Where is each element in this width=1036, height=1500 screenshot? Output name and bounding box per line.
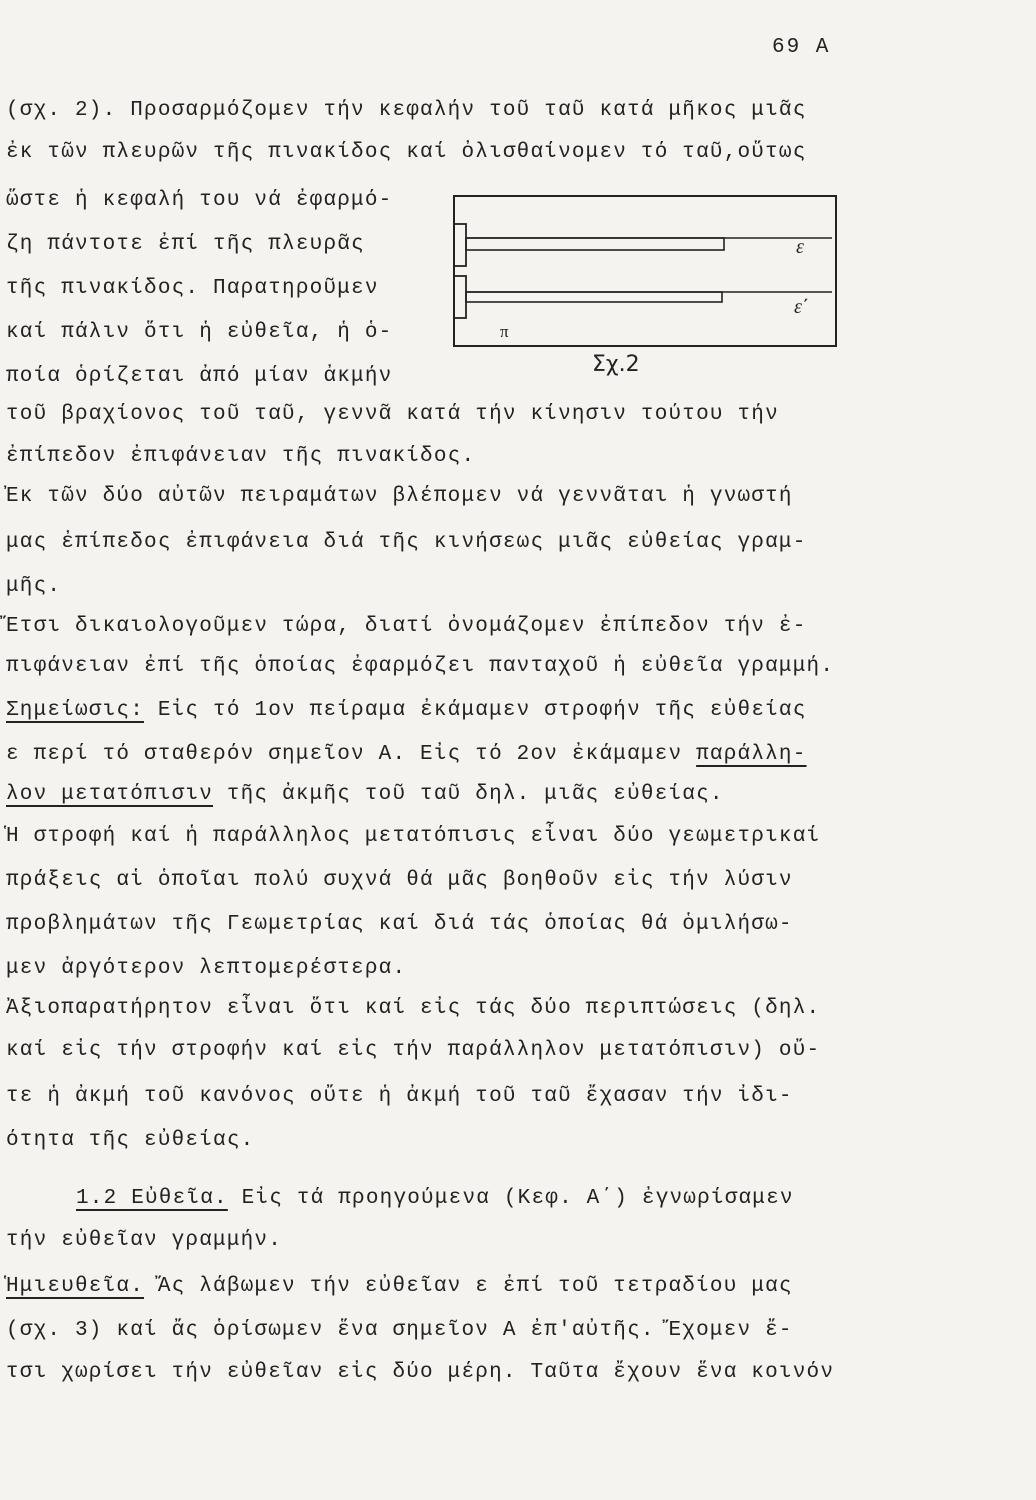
note-text: ε περί τό σταθερόν σημεῖον Α. Εἰς τό 2ον ἐκάμαμεν: [6, 743, 697, 766]
text-line: ζη πάντοτε ἐπί τῆς πλευρᾶς: [6, 233, 365, 256]
text-line: ἐκ τῶν πλευρῶν τῆς πινακίδος καί ὀλισθαίνομεν τό ταῦ,οὕτως: [6, 141, 807, 164]
note-label: Σημείωσις:: [6, 699, 145, 722]
text-line: καί πάλιν ὅτι ἡ εὐθεῖα, ἡ ὁ-: [6, 321, 393, 344]
section-heading-line: [76, 1188, 794, 1209]
text-line: Ἔτσι δικαιολογοῦμεν τώρα, διατί ὀνομάζομεν ἐπίπεδον τήν ἐ-: [6, 615, 807, 638]
text-line: (σχ. 2). Προσαρμόζομεν τήν κεφαλήν τοῦ ταῦ κατά μῆκος μιᾶς: [6, 99, 807, 122]
note-line-2: [6, 744, 807, 765]
tsquare-head-2: [454, 276, 466, 318]
text-line: μας ἐπίπεδος ἐπιφάνεια διά τῆς κινήσεως μιᾶς εὐθείας γραμ-: [6, 531, 807, 554]
figure-2: [452, 192, 844, 388]
text-line: προβλημάτων τῆς Γεωμετρίας καί διά τάς ὁποίας θά ὁμιλήσω-: [6, 913, 793, 936]
text-line: ὥστε ἡ κεφαλή του νά ἐφαρμό-: [6, 189, 393, 212]
note-line-3: [6, 784, 724, 805]
text-line: πράξεις αἱ ὁποῖαι πολύ συχνά θά μᾶς βοηθοῦν εἰς τήν λύσιν: [6, 869, 793, 892]
halfline-heading: Ἡμιευθεῖα.: [6, 1275, 145, 1298]
text-line: καί εἰς τήν στροφήν καί εἰς τήν παράλληλον μετατόπισιν) οὔ-: [6, 1039, 821, 1062]
text-line: πιφάνειαν ἐπί τῆς ὁποίας ἐφαρμόζει πανταχοῦ ἡ εὐθεῖα γραμμή.: [6, 655, 835, 678]
text-line: ἐπίπεδον ἐπιφάνειαν τῆς πινακίδος.: [6, 445, 476, 468]
text-line: μεν ἀργότερον λεπτομερέστερα.: [6, 957, 407, 980]
tablet-outline: [454, 196, 836, 346]
text-line: τσι χωρίσει τήν εὐθεῖαν εἰς δύο μέρη. Ταῦτα ἔχουν ἕνα κοινόν: [6, 1361, 835, 1384]
tsquare-head-1: [454, 224, 466, 266]
text-line: Ἀξιοπαρατήρητον εἶναι ὅτι καί εἰς τάς δύο περιπτώσεις (δηλ.: [6, 997, 821, 1020]
text-line: (σχ. 3) καί ἄς ὁρίσωμεν ἕνα σημεῖον Α ἐπ'αὐτῆς. Ἔχομεν ἔ-: [6, 1319, 793, 1342]
text-line: Ἐκ τῶν δύο αὐτῶν πειραμάτων βλέπομεν νά γεννᾶται ἡ γνωστή: [6, 485, 793, 508]
text-line: τήν εὐθεῖαν γραμμήν.: [6, 1229, 283, 1252]
tsquare-arm-2: [466, 292, 722, 302]
label-e-prime: ε΄: [794, 296, 809, 318]
figure-caption: Σχ.2: [592, 352, 640, 377]
text-line: μῆς.: [6, 575, 62, 598]
text-line: τῆς πινακίδος. Παρατηροῦμεν: [6, 277, 379, 300]
text-line: τοῦ βραχίονος τοῦ ταῦ, γεννᾶ κατά τήν κίνησιν τούτου τήν: [6, 403, 779, 426]
note-underlined-term: λον μετατόπισιν: [6, 783, 214, 806]
text-line: τε ἡ ἀκμή τοῦ κανόνος οὔτε ἡ ἀκμή τοῦ ταῦ ἔχασαν τήν ἰδι-: [6, 1085, 793, 1108]
note-text: Εἰς τό 1ον πείραμα ἐκάμαμεν στροφήν τῆς εὐθείας: [144, 699, 807, 722]
halfline-line-1: [6, 1276, 793, 1297]
text-line: ποία ὁρίζεται ἀπό μίαν ἀκμήν: [6, 365, 393, 388]
note-line-1: [6, 700, 807, 721]
note-underlined-term: παράλλη-: [696, 743, 807, 766]
figure-2-drawing: [452, 192, 844, 388]
tsquare-arm-1: [466, 238, 724, 250]
halfline-text: Ἄς λάβωμεν τήν εὐθεῖαν ε ἐπί τοῦ τετραδίου μας: [144, 1275, 793, 1298]
label-pi: π: [500, 322, 509, 341]
page-number: 69 Α: [772, 36, 831, 59]
section-text: Εἰς τά προηγούμενα (Κεφ. Α΄) ἐγνωρίσαμεν: [227, 1187, 794, 1210]
text-line: ότητα τῆς εὐθείας.: [6, 1129, 255, 1152]
section-heading: 1.2 Εὐθεῖα.: [76, 1187, 228, 1210]
note-text: τῆς ἀκμῆς τοῦ ταῦ δηλ. μιᾶς εὐθείας.: [213, 783, 724, 806]
text-line: Ἡ στροφή καί ἡ παράλληλος μετατόπισις εἶναι δύο γεωμετρικαί: [6, 825, 821, 848]
label-e: ε: [796, 236, 804, 258]
